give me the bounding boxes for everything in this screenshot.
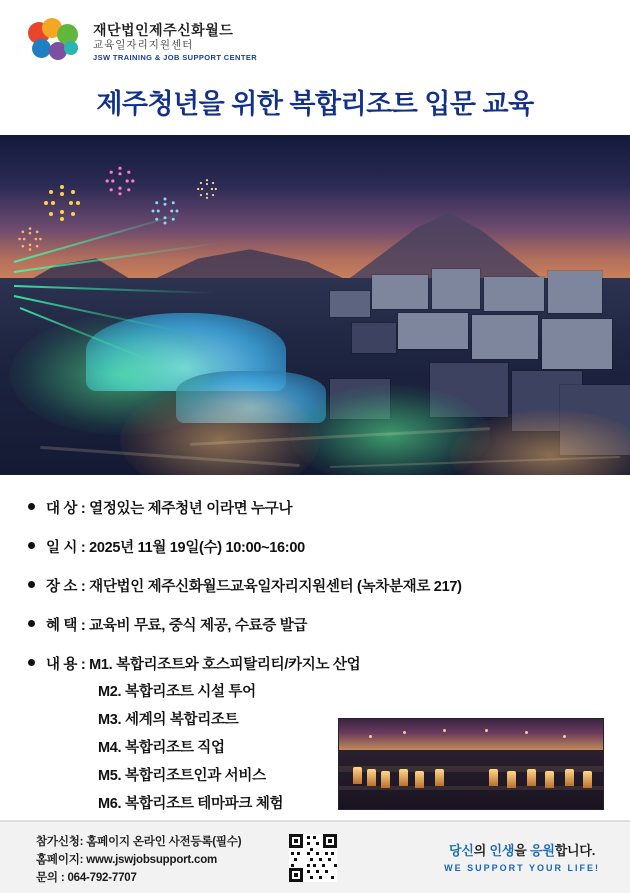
slogan-korean (444, 840, 600, 859)
poster-footer (0, 821, 630, 893)
list-item: 대 상 : 열정있는 제주청년 이라면 누구나 (26, 497, 630, 518)
page-title: 제주청년을 위한 복합리조트 입문 교육 (96, 89, 534, 119)
firework-icon (118, 179, 121, 182)
contact-line: 문의 : 064-792-7707 (36, 871, 137, 884)
resort-building (548, 271, 602, 313)
slogan-end: 합니다. (554, 843, 596, 858)
resort-building (472, 315, 538, 359)
slot-machine (381, 771, 390, 788)
resort-night-view-image (0, 135, 630, 475)
slot-machine (367, 769, 376, 786)
homepage-line[interactable]: 홈페이지: www.jswjobsupport.com (36, 853, 218, 866)
list-item: M6. 복합리조트 테마파크 체험 (98, 796, 284, 812)
firework-icon (206, 188, 208, 190)
casino-light-band (339, 766, 603, 772)
logo-line-3: JSW TRAINING & JOB SUPPORT CENTER (93, 53, 258, 63)
casino-interior-image (338, 718, 604, 810)
logo-line-1: 재단법인제주신화월드 (93, 21, 234, 38)
poster-body (0, 475, 630, 813)
slot-machine (415, 771, 424, 788)
contact-block (36, 834, 241, 887)
curriculum-first-line: 내 용 : M1. 복합리조트와 호스피탈리티/카지노 산업 (46, 657, 361, 673)
slot-machine (353, 767, 362, 784)
slot-machine (545, 771, 554, 788)
apply-line: 참가신청: 홈페이지 온라인 사전등록(필수) (36, 836, 242, 848)
colorful-cluster-logo-icon (26, 18, 84, 66)
slogan-accent-3: 응원 (529, 843, 555, 858)
list-item: M5. 복합리조트인과 서비스 (98, 768, 266, 784)
resort-building (398, 313, 468, 349)
slogan-block (444, 840, 600, 873)
list-item: 일 시 : 2025년 11월 19일(수) 10:00~16:00 (26, 536, 630, 557)
list-item: M4. 복합리조트 직업 (98, 740, 225, 756)
resort-building (484, 277, 544, 311)
slot-machine (489, 769, 498, 786)
resort-building (372, 275, 428, 309)
slot-machine (565, 769, 574, 786)
slot-machine (435, 769, 444, 786)
resort-building (330, 291, 370, 317)
list-item: M2. 복합리조트 시설 투어 (98, 684, 256, 700)
logo-line-2: 교육일자리지원센터 (93, 39, 194, 51)
resort-building (542, 319, 612, 369)
slot-machine (399, 769, 408, 786)
slogan-suffix: 을 (514, 843, 530, 858)
list-item: 혜 택 : 교육비 무료, 중식 제공, 수료증 발급 (26, 614, 630, 635)
poster-header (0, 0, 630, 121)
firework-icon (60, 201, 64, 205)
resort-building (352, 323, 396, 353)
slot-machine (507, 771, 516, 788)
list-item: M3. 세계의 복합리조트 (98, 712, 239, 728)
slogan-accent-2: 인생 (489, 843, 515, 858)
slot-machine (527, 769, 536, 786)
slogan-mid: 의 (473, 843, 490, 858)
slogan-english: WE SUPPORT YOUR LIFE! (444, 863, 600, 873)
slogan-accent-1: 당신 (448, 843, 474, 858)
casino-floor (339, 750, 603, 809)
firework-icon (29, 238, 32, 241)
firework-icon (164, 210, 167, 213)
slot-machine (583, 771, 592, 788)
qr-code-icon[interactable] (289, 834, 337, 882)
list-item: 장 소 : 재단법인 제주신화월드교육일자리지원센터 (녹차분재로 217) (26, 575, 630, 596)
resort-building (432, 269, 480, 309)
logo-text-block (93, 22, 257, 63)
organization-logo (0, 18, 630, 66)
casino-light-band (339, 786, 603, 790)
